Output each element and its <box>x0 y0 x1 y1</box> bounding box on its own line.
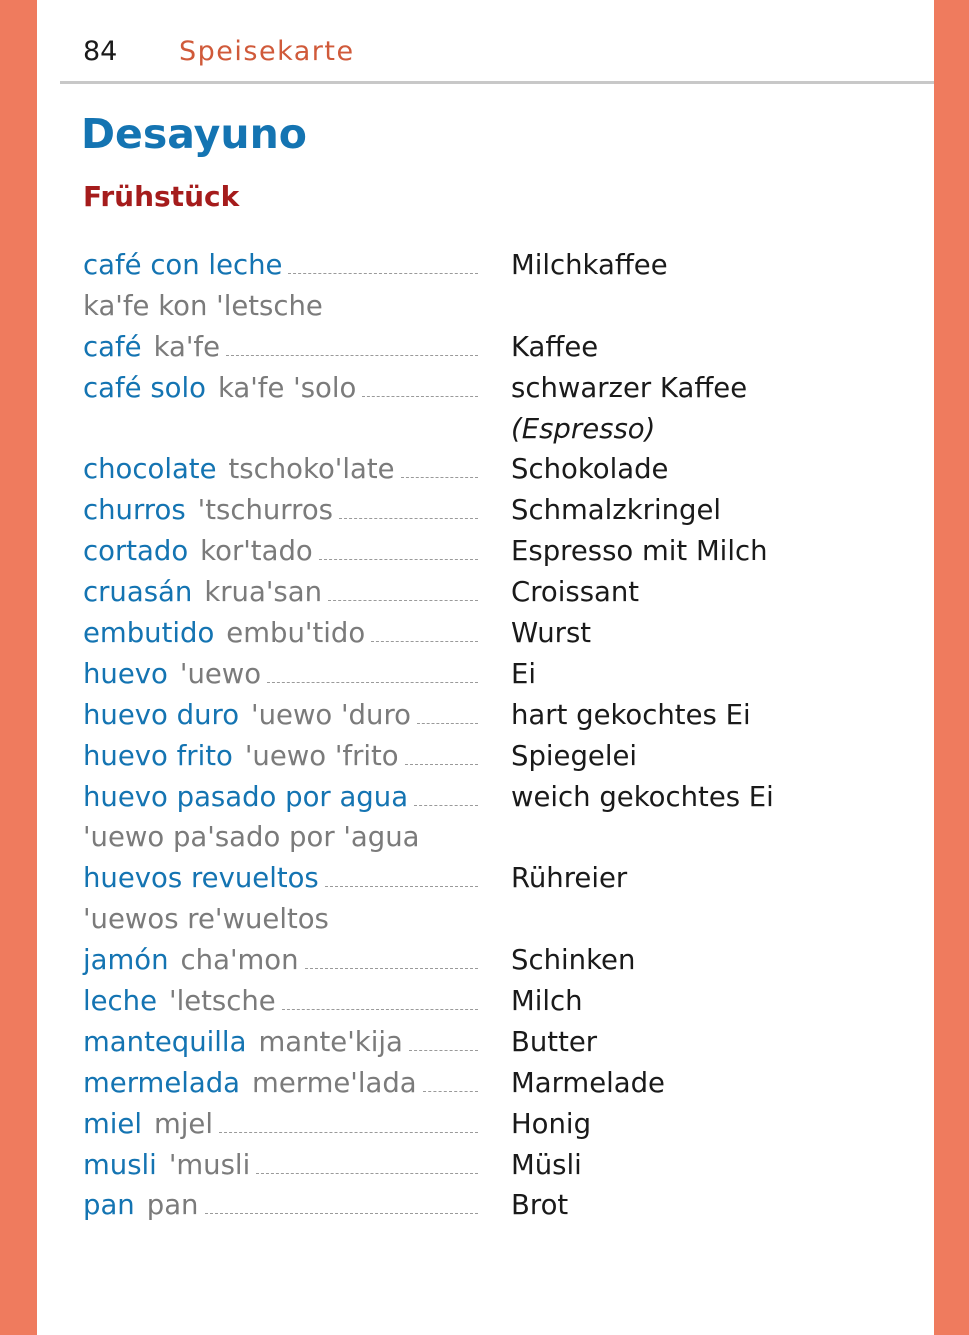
pronunciation: merme'lada <box>252 1066 417 1099</box>
german-translation: Wurst <box>511 617 592 650</box>
spanish-term: huevo <box>83 657 168 690</box>
german-translation: Schokolade <box>511 453 669 486</box>
list-item <box>83 286 803 327</box>
pronunciation: 'uewos re'wueltos <box>83 903 329 936</box>
german-translation: Brot <box>511 1189 569 1222</box>
pronunciation: 'letsche <box>169 985 276 1018</box>
section-subtitle: Frühstück <box>83 180 240 213</box>
dot-leader <box>405 764 478 765</box>
dot-leader <box>371 641 478 642</box>
list-item <box>83 736 803 777</box>
list-item <box>83 777 803 818</box>
pronunciation: ka'fe <box>153 330 221 363</box>
spanish-term: jamón <box>83 944 169 977</box>
list-item <box>83 1022 803 1063</box>
dot-leader <box>328 600 478 601</box>
pronunciation: 'uewo 'frito <box>244 739 399 772</box>
spanish-term: cruasán <box>83 576 193 609</box>
section-title: Desayuno <box>81 110 307 158</box>
spanish-term: huevo pasado por agua <box>83 780 409 813</box>
list-item <box>83 327 803 368</box>
list-item <box>83 613 803 654</box>
page-number: 84 <box>83 36 118 67</box>
spanish-term: leche <box>83 985 158 1018</box>
spanish-term: chocolate <box>83 453 217 486</box>
vocabulary-list <box>83 245 803 1226</box>
spanish-term: embutido <box>83 617 215 650</box>
spanish-term: huevo frito <box>83 739 233 772</box>
pronunciation: 'uewo <box>179 657 262 690</box>
german-translation: Espresso mit Milch <box>511 535 768 568</box>
spanish-term: mantequilla <box>83 1025 247 1058</box>
dot-leader <box>325 886 478 887</box>
pronunciation: kor'tado <box>200 535 313 568</box>
spanish-term: café con leche <box>83 249 283 281</box>
list-item <box>83 490 803 531</box>
german-translation: Schmalzkringel <box>511 494 722 527</box>
dot-leader <box>423 1091 478 1092</box>
german-translation: Kaffee <box>511 330 599 363</box>
dot-leader <box>339 518 478 519</box>
dot-leader <box>401 477 478 478</box>
dot-leader <box>288 273 478 274</box>
german-translation: Müsli <box>511 1148 582 1181</box>
spanish-term: huevo duro <box>83 698 240 731</box>
list-item <box>83 695 803 736</box>
list-item <box>83 654 803 695</box>
pronunciation: 'uewo pa'sado por 'agua <box>83 821 420 854</box>
dot-leader <box>414 805 478 806</box>
list-item <box>83 409 803 450</box>
pronunciation: krua'san <box>204 576 323 609</box>
spanish-term: café solo <box>83 371 206 404</box>
german-translation: Butter <box>511 1025 598 1058</box>
pronunciation: ka'fe kon 'letsche <box>83 289 323 322</box>
list-item <box>83 899 803 940</box>
dot-leader <box>409 1050 478 1051</box>
german-translation: weich gekochtes Ei <box>511 780 774 813</box>
list-item <box>83 940 803 981</box>
spanish-term: huevos revueltos <box>83 862 319 895</box>
dot-leader <box>256 1173 478 1174</box>
list-item <box>83 245 803 286</box>
dot-leader <box>219 1132 478 1133</box>
pronunciation: 'uewo 'duro <box>251 698 411 731</box>
dot-leader <box>305 968 478 969</box>
list-item <box>83 368 803 409</box>
german-translation: Ei <box>511 657 537 690</box>
list-item <box>83 817 803 858</box>
running-head: Speisekarte <box>179 36 355 67</box>
german-translation: Milchkaffee <box>511 249 668 281</box>
german-translation: Croissant <box>511 576 640 609</box>
pronunciation: mante'kija <box>258 1025 403 1058</box>
dot-leader <box>205 1213 479 1214</box>
list-item <box>83 1145 803 1186</box>
dot-leader <box>319 559 478 560</box>
list-item <box>83 981 803 1022</box>
german-translation-note: (Espresso) <box>511 412 656 445</box>
spanish-term: pan <box>83 1189 135 1222</box>
german-translation: hart gekochtes Ei <box>511 698 751 731</box>
pronunciation: tschoko'late <box>228 453 395 486</box>
spanish-term: mermelada <box>83 1066 241 1099</box>
pronunciation: pan <box>146 1189 199 1222</box>
dot-leader <box>282 1009 478 1010</box>
spanish-term: musli <box>83 1148 157 1181</box>
german-translation: Spiegelei <box>511 739 638 772</box>
pronunciation: 'musli <box>168 1148 251 1181</box>
list-item <box>83 1063 803 1104</box>
german-translation: Schinken <box>511 944 636 977</box>
list-item <box>83 449 803 490</box>
spanish-term: café <box>83 330 142 363</box>
spanish-term: miel <box>83 1107 142 1140</box>
pronunciation: 'tschurros <box>197 494 333 527</box>
list-item <box>83 531 803 572</box>
pronunciation: cha'mon <box>180 944 299 977</box>
list-item <box>83 1185 803 1226</box>
pronunciation: ka'fe 'solo <box>217 371 357 404</box>
dot-leader <box>267 682 478 683</box>
right-color-band <box>934 0 969 1335</box>
pronunciation: embu'tido <box>226 617 366 650</box>
spanish-term: cortado <box>83 535 189 568</box>
list-item <box>83 858 803 899</box>
dot-leader <box>226 355 478 356</box>
german-translation: Honig <box>511 1107 592 1140</box>
german-translation: Rühreier <box>511 862 628 895</box>
german-translation: Marmelade <box>511 1066 665 1099</box>
header-rule <box>60 81 934 84</box>
left-color-band <box>0 0 37 1335</box>
dot-leader <box>362 396 478 397</box>
dot-leader <box>417 723 478 724</box>
pronunciation: mjel <box>154 1107 213 1140</box>
german-translation: schwarzer Kaffee <box>511 371 748 404</box>
list-item <box>83 1104 803 1145</box>
spanish-term: churros <box>83 494 186 527</box>
list-item <box>83 572 803 613</box>
german-translation: Milch <box>511 985 583 1018</box>
